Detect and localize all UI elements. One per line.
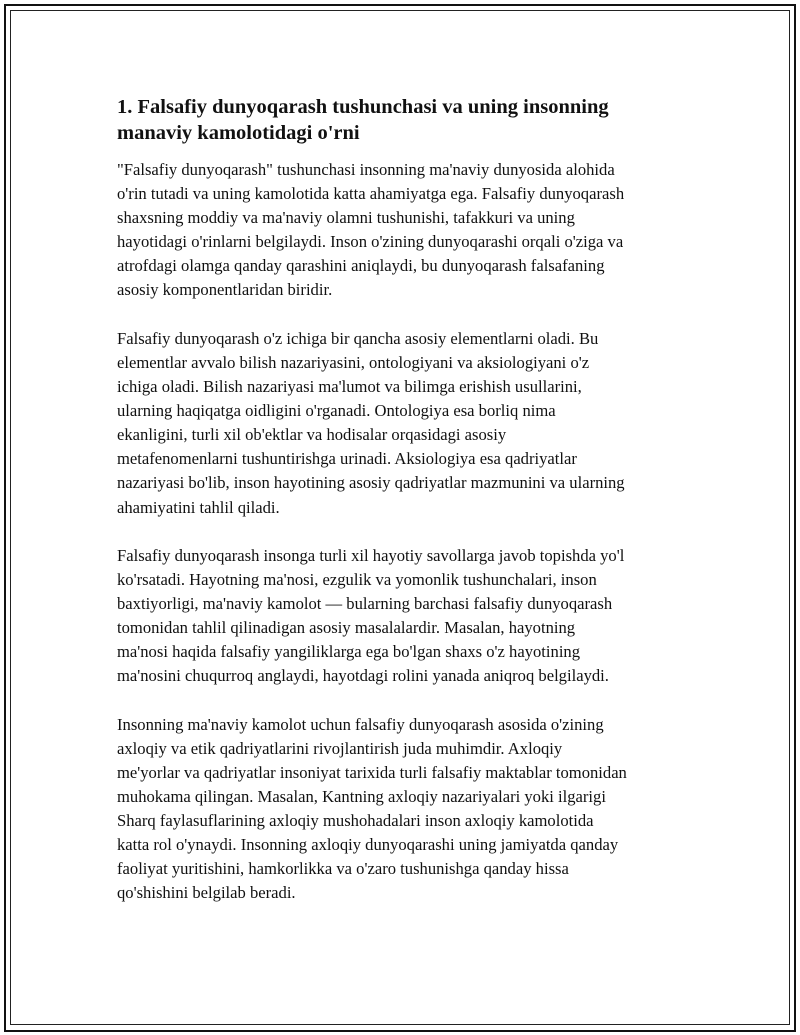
document-body xyxy=(117,94,697,930)
paragraph-list xyxy=(117,158,697,906)
paragraph-line: asosiy komponentlaridan biridir. xyxy=(117,280,333,300)
paragraph-line: katta rol o'ynaydi. Insonning axloqiy dunyoqarashi uning jamiyatda qanday xyxy=(117,835,619,855)
section-title-line: manaviy kamolotidagi o'rni xyxy=(117,122,360,144)
paragraph-line: ichiga oladi. Bilish nazariyasi ma'lumot va bilimga erishish usullarini, xyxy=(117,377,582,397)
paragraph-line: baxtiyorligi, ma'naviy kamolot — bularning barchasi falsafiy dunyoqarash xyxy=(117,594,613,614)
section-title-line: 1. Falsafiy dunyoqarash tushunchasi va uning insonning xyxy=(117,96,609,118)
body-paragraph xyxy=(117,327,697,520)
paragraph-line: ma'nosini chuqurroq anglaydi, hayotdagi rolini yanada aniqroq belgilaydi. xyxy=(117,666,609,686)
paragraph-line: elementlar avvalo bilish nazariyasini, ontologiyani va aksiologiyani o'z xyxy=(117,352,590,372)
paragraph-line: ahamiyatini tahlil qiladi. xyxy=(117,497,280,517)
paragraph-line: me'yorlar va qadriyatlar insoniyat tarixida turli falsafiy maktablar tomonidan xyxy=(117,762,627,782)
body-paragraph xyxy=(117,158,697,303)
paragraph-line: tomonidan tahlil qilinadigan asosiy masalalardir. Masalan, hayotning xyxy=(117,618,576,638)
body-paragraph xyxy=(117,544,697,689)
paragraph-line: ekanligini, turli xil ob'ektlar va hodisalar orqasidagi asosiy xyxy=(117,425,507,445)
paragraph-line: muhokama qilingan. Masalan, Kantning axloqiy nazariyalari yoki ilgarigi xyxy=(117,787,606,807)
paragraph-line: Sharq faylasuflarining axloqiy mushohadalari inson axloqiy kamolotida xyxy=(117,811,594,831)
paragraph-line: Falsafiy dunyoqarash o'z ichiga bir qancha asosiy elementlarni oladi. Bu xyxy=(117,328,599,348)
paragraph-line: Insonning ma'naviy kamolot uchun falsafiy dunyoqarash asosida o'zining xyxy=(117,714,604,734)
paragraph-line: ularning haqiqatga oidligini o'rganadi. Ontologiya esa borliq nima xyxy=(117,401,556,421)
paragraph-line: faoliyat yuritishini, hamkorlikka va o'zaro tushunishga qanday hissa xyxy=(117,859,569,879)
paragraph-line: atrofdagi olamga qanday qarashini aniqlaydi, bu dunyoqarash falsafaning xyxy=(117,256,605,276)
paragraph-line: "Falsafiy dunyoqarash" tushunchasi insonning ma'naviy dunyosida alohida xyxy=(117,160,615,179)
paragraph-line: qo'shishini belgilab beradi. xyxy=(117,883,296,903)
paragraph-line: o'rin tutadi va uning kamolotida katta ahamiyatga ega. Falsafiy dunyoqarash xyxy=(117,184,625,204)
paragraph-line: ko'rsatadi. Hayotning ma'nosi, ezgulik va yomonlik tushunchalari, inson xyxy=(117,570,597,589)
section-title xyxy=(117,94,697,146)
paragraph-line: hayotidagi o'rinlarni belgilaydi. Inson o'zining dunyoqarashi orqali o'ziga va xyxy=(117,232,624,252)
body-paragraph xyxy=(117,713,697,906)
paragraph-line: Falsafiy dunyoqarash insonga turli xil hayotiy savollarga javob topishda yo'l xyxy=(117,545,625,565)
paragraph-line: shaxsning moddiy va ma'naviy olamni tushunishi, tafakkuri va uning xyxy=(117,208,575,228)
paragraph-line: metafenomenlarni tushuntirishga urinadi. Aksiologiya esa qadriyatlar xyxy=(117,449,577,469)
paragraph-line: nazariyasi bo'lib, inson hayotining asosiy qadriyatlar mazmunini va ularning xyxy=(117,473,625,493)
paragraph-line: axloqiy va etik qadriyatlarini rivojlantirish juda muhimdir. Axloqiy xyxy=(117,738,563,758)
paragraph-line: ma'nosi haqida falsafiy yangiliklarga ega bo'lgan shaxs o'z hayotining xyxy=(117,642,581,662)
